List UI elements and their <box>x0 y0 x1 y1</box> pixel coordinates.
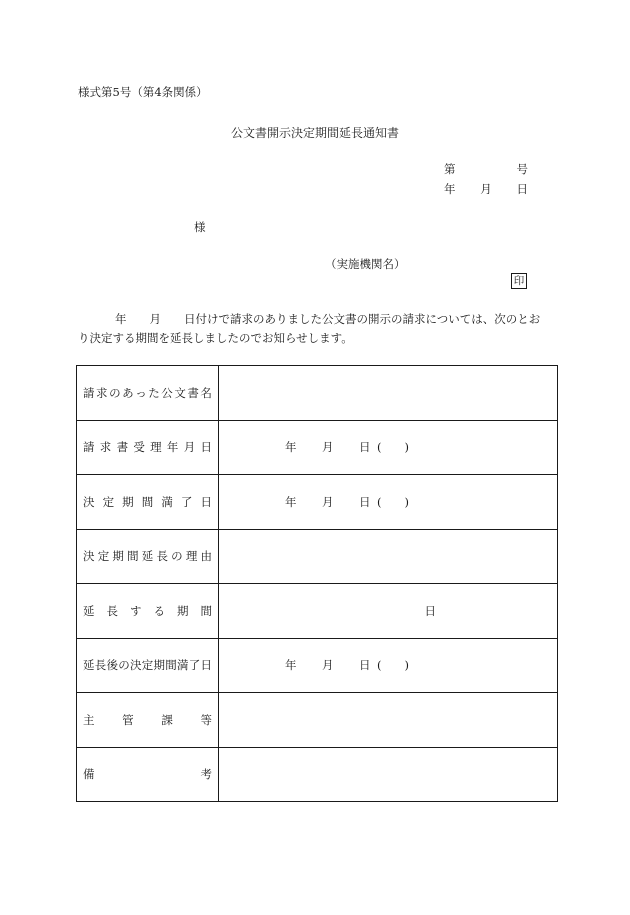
label-char: 請 <box>83 440 95 455</box>
date-day-unit: 日 <box>359 440 371 455</box>
date-month: 月 <box>480 182 492 196</box>
label-char: 間 <box>141 494 154 509</box>
issuer-label: （実施機関名） <box>325 257 406 271</box>
label-char: 年 <box>166 440 179 455</box>
label-char: 定 <box>141 658 154 673</box>
label-char: 間 <box>200 603 212 618</box>
label-char: 定 <box>102 494 115 509</box>
label-char: の <box>109 385 121 400</box>
label-char: 日 <box>200 658 212 673</box>
label-char: の <box>171 549 183 564</box>
row-label <box>77 420 219 475</box>
table-row <box>77 475 558 530</box>
label-char: 期 <box>122 494 134 509</box>
row-value[interactable] <box>219 693 558 748</box>
label-char: 期 <box>153 658 165 673</box>
label-char: す <box>130 603 142 618</box>
label-char: 理 <box>150 440 162 455</box>
row-label <box>77 475 219 530</box>
date-year-unit: 年 <box>285 658 297 673</box>
label-char: 了 <box>188 658 201 673</box>
label-char: 間 <box>165 658 177 673</box>
label-char: 満 <box>161 494 173 509</box>
table-row <box>77 693 558 748</box>
label-char: た <box>148 385 160 400</box>
label-char: 備 <box>83 767 95 782</box>
weekday-paren: ( ) <box>377 658 409 673</box>
label-char: の <box>118 658 130 673</box>
label-char: 書 <box>187 385 199 400</box>
label-char: 理 <box>185 549 198 564</box>
label-char: る <box>153 603 165 618</box>
row-label <box>77 638 219 693</box>
number-suffix: 号 <box>516 162 528 176</box>
form-label: 様式第5号（第4条関係） <box>78 85 208 99</box>
label-char: 決 <box>83 494 95 509</box>
date-month-unit: 月 <box>322 440 334 455</box>
table-row <box>77 638 558 693</box>
label-char: 等 <box>200 712 212 727</box>
weekday-paren: ( ) <box>377 440 409 455</box>
date-month-unit: 月 <box>322 494 334 509</box>
table-row <box>77 747 558 802</box>
label-char: 決 <box>83 549 95 564</box>
row-value[interactable] <box>219 584 558 639</box>
row-value[interactable] <box>219 747 558 802</box>
document-date-line <box>444 181 528 197</box>
label-char: 長 <box>106 603 118 618</box>
weekday-paren: ( ) <box>377 494 409 509</box>
addressee-suffix: 様 <box>194 220 206 234</box>
label-char: 由 <box>200 549 212 564</box>
body-line-1: 年 月 日付けで請求のありました公文書の開示の請求については、次のとお <box>115 312 541 326</box>
row-value[interactable] <box>219 475 558 530</box>
label-char: 満 <box>177 658 189 673</box>
label-char: 課 <box>161 712 173 727</box>
label-char: 請 <box>83 385 95 400</box>
label-char: 間 <box>127 549 139 564</box>
label-char: っ <box>135 385 147 400</box>
label-char: 後 <box>106 658 118 673</box>
label-char: 名 <box>200 385 212 400</box>
label-char: 主 <box>83 712 95 727</box>
label-char: 長 <box>94 658 107 673</box>
table-row <box>77 584 558 639</box>
label-char: 期 <box>112 549 124 564</box>
date-year-unit: 年 <box>285 494 297 509</box>
date-day-unit: 日 <box>359 494 371 509</box>
label-char: 延 <box>83 658 95 673</box>
table-row <box>77 366 558 421</box>
label-char: 求 <box>96 385 108 400</box>
body-line-2: り決定する期間を延長しましたのでお知らせします。 <box>78 331 353 345</box>
label-char: 管 <box>122 712 134 727</box>
date-year: 年 <box>444 182 456 196</box>
body-text <box>78 310 554 348</box>
date-day-unit: 日 <box>359 658 371 673</box>
label-char: 求 <box>99 440 112 455</box>
date-month-unit: 月 <box>322 658 334 673</box>
label-char: 書 <box>116 440 129 455</box>
label-char: 文 <box>174 385 186 400</box>
label-char: 定 <box>97 549 110 564</box>
table-row <box>77 529 558 584</box>
label-char: 日 <box>200 494 212 509</box>
table-row <box>77 420 558 475</box>
label-char: 了 <box>180 494 193 509</box>
label-char: 公 <box>161 385 173 400</box>
document-number-line <box>444 161 528 177</box>
label-char: 延 <box>141 549 154 564</box>
label-char: 月 <box>183 440 196 455</box>
label-char: 考 <box>200 767 212 782</box>
row-value[interactable] <box>219 638 558 693</box>
label-char: あ <box>122 385 134 400</box>
seal-mark: 印 <box>511 273 527 289</box>
label-char: 日 <box>200 440 212 455</box>
label-char: 期 <box>177 603 189 618</box>
info-table <box>76 365 558 802</box>
row-label <box>77 693 219 748</box>
row-value[interactable] <box>219 529 558 584</box>
label-char: 決 <box>130 658 142 673</box>
label-char: 長 <box>156 549 168 564</box>
row-label <box>77 366 219 421</box>
label-char: 受 <box>133 440 145 455</box>
number-prefix: 第 <box>444 162 456 176</box>
row-value[interactable] <box>219 420 558 475</box>
row-label <box>77 747 219 802</box>
document-title: 公文書開示決定期間延長通知書 <box>230 126 399 140</box>
label-char: 延 <box>83 603 95 618</box>
row-label <box>77 584 219 639</box>
row-value[interactable] <box>219 366 558 421</box>
date-year-unit: 年 <box>285 440 297 455</box>
date-day: 日 <box>516 182 528 196</box>
days-unit: 日 <box>424 603 436 618</box>
row-label <box>77 529 219 584</box>
